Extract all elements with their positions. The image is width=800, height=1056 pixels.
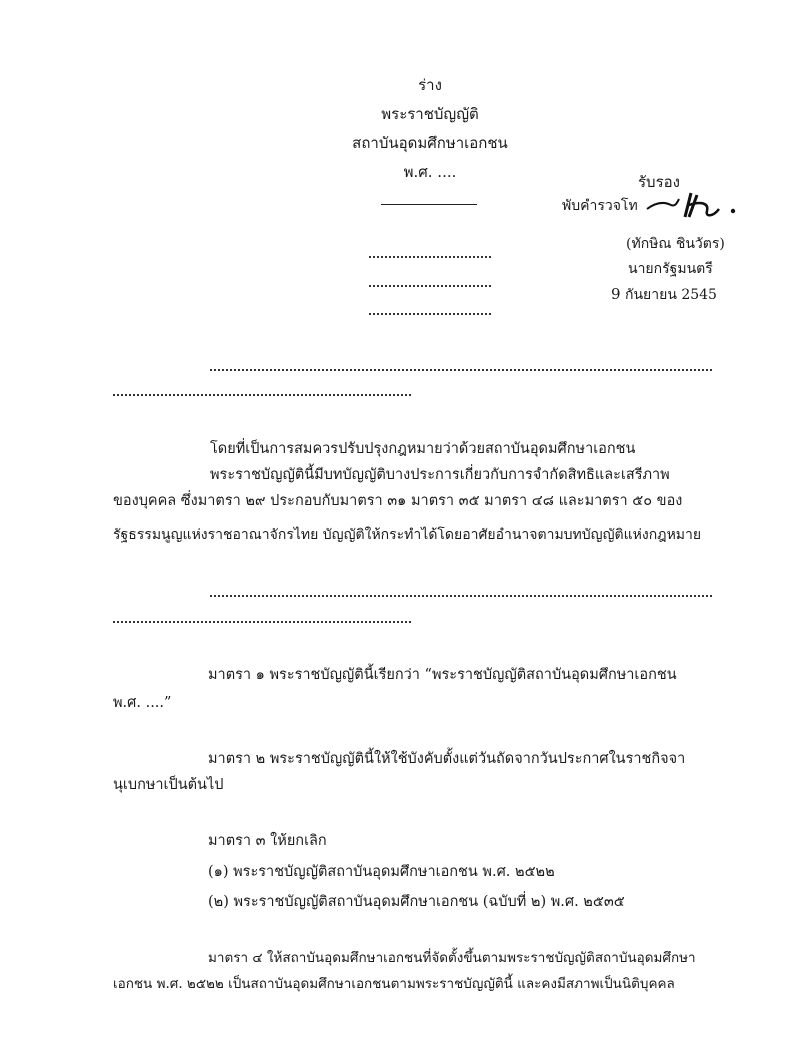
- section-1-line-1: มาตรา ๑ พระราชบัญญัตินี้เรียกว่า “พระราชบัญญัติสถาบันอุดมศึกษาเอกชน: [208, 667, 677, 683]
- blank-line-3: [369, 313, 491, 315]
- header-rule: [381, 204, 477, 205]
- section-3-line-1: มาตรา ๓ ให้ยกเลิก: [208, 833, 327, 849]
- approved-label: รับรอง: [638, 173, 680, 191]
- blank-line-1: [369, 256, 491, 258]
- preamble-line-4: รัฐธรรมนูญแห่งราชอาณาจักรไทย บัญญัติให้กระทำได้โดยอาศัยอำนาจตามบทบัญญัติแห่งกฎหมาย: [113, 527, 702, 543]
- section-4-line-1: มาตรา ๔ ให้สถาบันอุดมศึกษาเอกชนที่จัดตั้งขึ้นตามพระราชบัญญัติสถาบันอุดมศึกษา: [208, 950, 696, 966]
- section-3-item-1: (๑) พระราชบัญญัติสถาบันอุดมศึกษาเอกชน พ.ศ. ๒๕๒๒: [208, 864, 555, 880]
- pm-name: (ทักษิณ ชินวัตร): [626, 236, 725, 252]
- preamble-line-2: พระราชบัญญัตินี้มีบทบัญญัติบางประการเกี่ยวกับการจำกัดสิทธิและเสรีภาพ: [210, 467, 670, 483]
- section-2-line-2: นุเบกษาเป็นต้นไป: [113, 777, 224, 793]
- preamble-line-1: โดยที่เป็นการสมควรปรับปรุงกฎหมายว่าด้วยสถาบันอุดมศึกษาเอกชน: [210, 441, 636, 457]
- preamble-line-3: ของบุคคล ซึ่งมาตรา ๒๙ ประกอบกับมาตรา ๓๑ มาตรา ๓๕ มาตรา ๔๘ และมาตรา ๕๐ ของ: [113, 493, 683, 509]
- approval-month-year: กันยายน 2545: [625, 287, 717, 303]
- act-type-title: พระราชบัญญัติ: [381, 105, 479, 123]
- draft-label: ร่าง: [418, 76, 442, 94]
- divider-dots-4: [113, 621, 411, 623]
- section-1-line-2: พ.ศ. ....”: [113, 695, 172, 711]
- signature-image: [645, 189, 745, 221]
- divider-dots-3: [210, 595, 712, 597]
- checked-label: พับคำรวจโท: [562, 198, 638, 214]
- pm-position: นายกรัฐมนตรี: [628, 261, 713, 277]
- section-4-line-2: เอกชน พ.ศ. ๒๕๒๒ เป็นสถาบันอุดมศึกษาเอกชนตามพระราชบัญญัตินี้ และคงมีสภาพเป็นนิติบุคคล: [113, 976, 675, 992]
- divider-dots-1: [210, 369, 712, 371]
- blank-line-2: [369, 285, 491, 287]
- approval-day: 9: [611, 285, 621, 303]
- divider-dots-2: [113, 394, 411, 396]
- act-name-title: สถาบันอุดมศึกษาเอกชน: [352, 134, 508, 152]
- section-3-item-2: (๒) พระราชบัญญัติสถาบันอุดมศึกษาเอกชน (ฉบับที่ ๒) พ.ศ. ๒๕๓๕: [208, 894, 625, 910]
- act-year: พ.ศ. ....: [403, 163, 457, 181]
- section-2-line-1: มาตรา ๒ พระราชบัญญัตินี้ให้ใช้บังคับตั้งแต่วันถัดจากวันประกาศในราชกิจจา: [208, 751, 686, 767]
